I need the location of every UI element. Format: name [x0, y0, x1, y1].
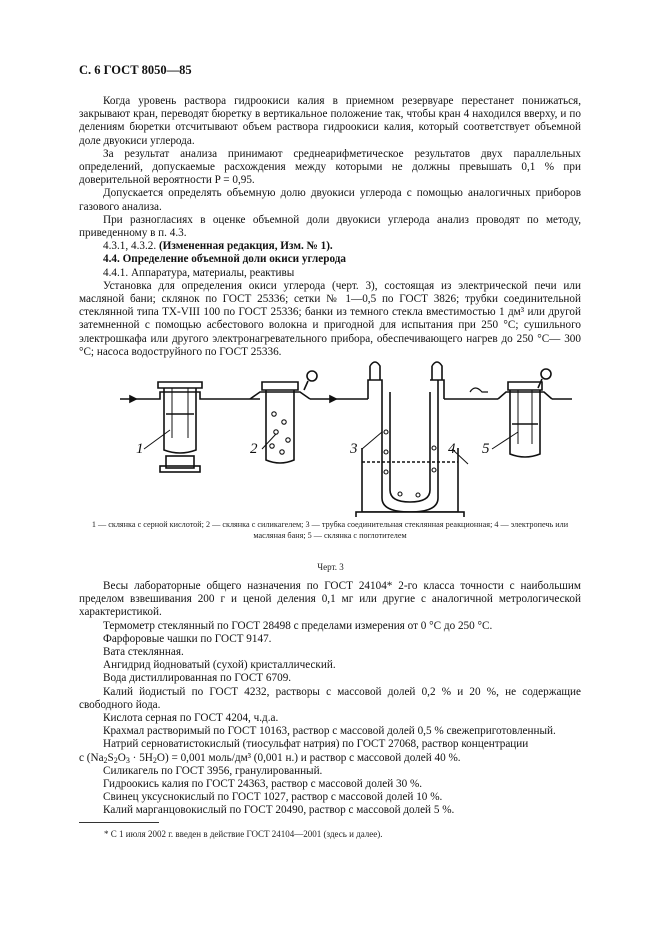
formula-sub: 2 — [152, 755, 157, 765]
reaction-u-tube — [368, 362, 444, 512]
paragraph: Крахмал растворимый по ГОСТ 10163, раствор с массовой долей 0,5 % свежеприготовленный. — [103, 725, 556, 738]
apparatus-diagram — [100, 352, 580, 517]
paragraph: Ангидрид йодноватый (сухой) кристаллический. — [103, 659, 336, 672]
formula-part: · 5H — [129, 751, 153, 764]
flask-absorber — [498, 369, 552, 457]
amendment-refs: 4.3.1, 4.3.2. — [103, 240, 157, 253]
thiosulfate-line1: Натрий серноватистокислый (тиосульфат натрия) по ГОСТ 27068, раствор концентрации — [103, 738, 529, 751]
figure-label-4: 4 — [448, 441, 456, 457]
paragraph: Кислота серная по ГОСТ 4204, ч.д.а. — [103, 712, 279, 725]
thiosulfate-paragraph — [79, 738, 581, 764]
paragraph: Калий марганцовокислый по ГОСТ 20490, раствор с массовой долей 5 %. — [103, 804, 455, 817]
figure-label-5: 5 — [482, 441, 490, 457]
paragraph: Вата стеклянная. — [103, 646, 184, 659]
formula-part: S — [107, 751, 114, 764]
setup-paragraph: Установка для определения окиси углерода (черт. 3), состоящая из электрической печи или масляной бани; склянок по ГОСТ 25336; сетки № 1—0,5 по ГОСТ 3826; трубки соединительной стеклянной типа ТХ-VIII 100 по ГОСТ 25336; банки из темного стекла вместимостью 1 дм³ или другой затемненной с помощью асбестового волокна и пригодной для испытания при 250 °С; сушильного электрошкафа или другого электронагревательного прибора, обеспечивающего нагрев до 250 °С— 300 °С; насоса водоструйного по ГОСТ 25336. — [79, 279, 581, 358]
page-header: С. 6 ГОСТ 8050—85 — [79, 63, 192, 77]
paragraph: Вода дистиллированная по ГОСТ 6709. — [103, 672, 292, 685]
paragraph: За результат анализа принимают среднеарифметическое результатов двух параллельных определений, допускаемые расхождения между которыми не должны превышать 0,1 % при доверительной вероятности P = 0,95. — [79, 147, 581, 187]
bottom-text-block — [79, 580, 581, 818]
figure-title: Черт. 3 — [317, 562, 344, 572]
formula-sub: 2 — [113, 755, 118, 765]
paragraph: Свинец уксуснокислый по ГОСТ 1027, раствор с массовой долей 10 %. — [103, 791, 443, 804]
paragraph: Гидроокись калия по ГОСТ 24363, раствор с массовой долей 30 %. — [103, 778, 423, 791]
paragraph: Допускается определять объемную долю двуокиси углерода с помощью аналогичных приборов газового анализа. — [79, 187, 581, 213]
formula-sub: 2 — [103, 755, 108, 765]
amendment-label: (Измененная редакция, Изм. № 1). — [158, 240, 333, 253]
top-text-block — [79, 95, 581, 359]
formula-sub: 3 — [125, 755, 130, 765]
paragraph: Фарфоровые чашки по ГОСТ 9147. — [103, 632, 272, 645]
figure-caption: 1 — склянка с серной кислотой; 2 — склянка с силикагелем; 3 — трубка соединительная стеклянная реакционная; 4 — электропечь или масляная баня; 5 — склянка с поглотителем — [91, 520, 569, 540]
electric-oven — [356, 448, 464, 517]
paragraph: Весы лабораторные общего назначения по ГОСТ 24104* 2-го класса точности с наибольшим пределом взвешивания 200 г и ценой деления 0,1 мг или другие с аналогичной метрологической характеристикой. — [79, 580, 581, 619]
footnote-divider — [79, 822, 159, 823]
paragraph: Термометр стеклянный по ГОСТ 28498 с пределами измерения от 0 °С до 250 °С. — [103, 619, 493, 632]
flow-arrow-icon — [130, 396, 136, 402]
figure-label-3: 3 — [350, 441, 358, 457]
formula-part: c (Na — [79, 751, 104, 764]
paragraph: Калий йодистый по ГОСТ 4232, растворы с массовой долей 0,2 % и 20 %, не содержащие свободного йода. — [79, 685, 581, 711]
footnote: * С 1 июля 2002 г. введен в действие ГОСТ 24104—2001 (здесь и далее). — [104, 829, 383, 839]
paragraph: Когда уровень раствора гидроокиси калия в приемном резервуаре перестанет понижаться, закрывают кран, переводят бюретку в вертикальное положение так, чтобы кран 4 находился вверху, и по делениям бюретки отсчитывают объем раствора гидроокиси калия, который соответствует объемной доле двуокиси углерода. — [79, 95, 581, 147]
formula-part: O) = 0,001 моль/дм³ (0,001 н.) и раствор с массовой долей 40 %. — [156, 751, 461, 764]
formula-part: O — [117, 751, 126, 764]
section-heading: 4.4. Определение объемной доли окиси углерода — [103, 253, 346, 266]
subsection-heading: 4.4.1. Аппаратура, материалы, реактивы — [103, 266, 295, 279]
paragraph: Силикагель по ГОСТ 3956, гранулированный. — [103, 764, 323, 777]
flask-silica-gel — [250, 371, 317, 463]
figure-label-1: 1 — [136, 441, 144, 457]
amendment-note — [79, 240, 581, 253]
flask-sulfuric-acid — [152, 382, 210, 472]
paragraph: При разногласиях в оценке объемной доли двуокиси углерода анализ проводят по методу, приведенному в п. 4.3. — [79, 213, 581, 240]
figure-label-2: 2 — [250, 441, 258, 457]
